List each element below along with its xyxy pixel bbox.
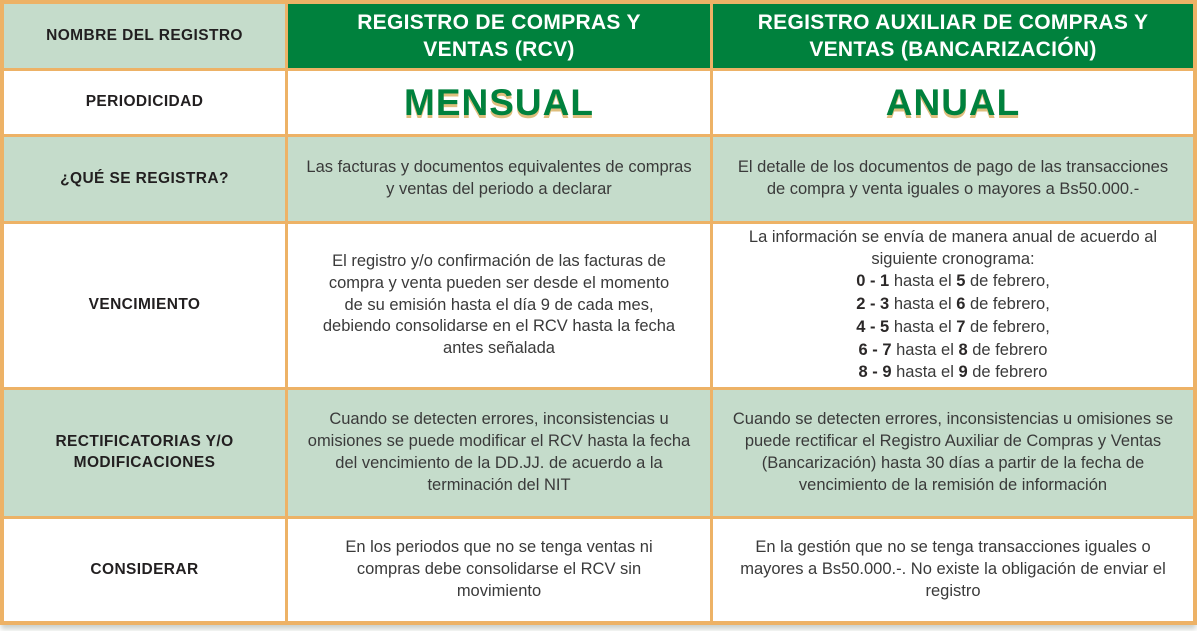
header-nombre-label: NOMBRE DEL REGISTRO <box>46 26 243 44</box>
header-rcv <box>288 4 710 68</box>
label-periodicidad <box>4 71 285 134</box>
considerar-rcv-text: En los periodos que no se tenga ventas ni compras debe consolidarse el RCV sin movimiento <box>345 538 653 600</box>
cell-rectificatorias-aux <box>713 390 1193 516</box>
que-se-registra-aux-text: El detalle de los documentos de pago de las transacciones de compra y venta iguales o mayores a Bs50.000.- <box>737 158 1169 198</box>
cell-considerar-aux <box>713 519 1193 621</box>
cell-que-se-registra-rcv <box>288 137 710 221</box>
que-se-registra-rcv-text: Las facturas y documentos equivalentes de compras y ventas del periodo a declarar <box>306 158 692 198</box>
label-que-se-registra <box>4 137 285 221</box>
label-que-se-registra-text: ¿QUÉ SE REGISTRA? <box>60 169 229 187</box>
cell-rectificatorias-rcv <box>288 390 710 516</box>
label-considerar <box>4 519 285 621</box>
cell-periodicidad-aux <box>713 71 1193 134</box>
header-nombre-del-registro <box>4 4 285 68</box>
label-rectificatorias <box>4 390 285 516</box>
rectificatorias-aux-text: Cuando se detecten errores, inconsistencias u omisiones se puede rectificar el Registro Auxiliar de Compras y Ventas (Bancarización) hasta 30 días a partir de la fecha de vencimiento de la remisión de información <box>732 410 1174 494</box>
header-bancarizacion-label: REGISTRO AUXILIAR DE COMPRAS Y VENTAS (BANCARIZACIÓN) <box>757 10 1149 61</box>
header-bancarizacion <box>713 4 1193 68</box>
cell-vencimiento-rcv <box>288 224 710 387</box>
considerar-aux-text: En la gestión que no se tenga transacciones iguales o mayores a Bs50.000.-. No existe la obligación de enviar el registro <box>740 538 1166 600</box>
vencimiento-rcv-text: El registro y/o confirmación de las facturas de compra y venta pueden ser desde el momento de su emisión hasta el día 9 de cada mes, debiendo consolidarse en el RCV hasta la fecha antes señalada <box>322 252 676 358</box>
label-periodicidad-text: PERIODICIDAD <box>85 93 204 111</box>
label-rectificatorias-text: RECTIFICATORIAS Y/O MODIFICACIONES <box>55 433 234 471</box>
label-vencimiento <box>4 224 285 387</box>
vencimiento-aux-content <box>731 227 1175 384</box>
header-rcv-label: REGISTRO DE COMPRAS Y VENTAS (RCV) <box>357 10 641 61</box>
label-vencimiento-text: VENCIMIENTO <box>88 296 201 314</box>
vencimiento-aux-intro: La información se envía de manera anual de acuerdo al siguiente cronograma: <box>748 227 1158 268</box>
cell-considerar-rcv <box>288 519 710 621</box>
cell-periodicidad-rcv <box>288 71 710 134</box>
mensual-text: MENSUAL <box>404 81 594 123</box>
cell-vencimiento-aux <box>713 224 1193 387</box>
label-considerar-text: CONSIDERAR <box>90 560 199 578</box>
anual-text: ANUAL <box>885 81 1021 123</box>
rectificatorias-rcv-text: Cuando se detecten errores, inconsistencias u omisiones se puede modificar el RCV hasta la fecha del vencimiento de la DD.JJ. de acuerdo a la terminación del NIT <box>307 410 691 494</box>
cell-que-se-registra-aux <box>713 137 1193 221</box>
vencimiento-schedule-list: 0 - 1 hasta el 5 de febrero, 2 - 3 hasta el 6 de febrero, 4 - 5 hasta el 7 de febrero, 6 - 7 hasta el 8 de febrero 8 - 9 hasta el 9 de febrero <box>856 272 1050 382</box>
